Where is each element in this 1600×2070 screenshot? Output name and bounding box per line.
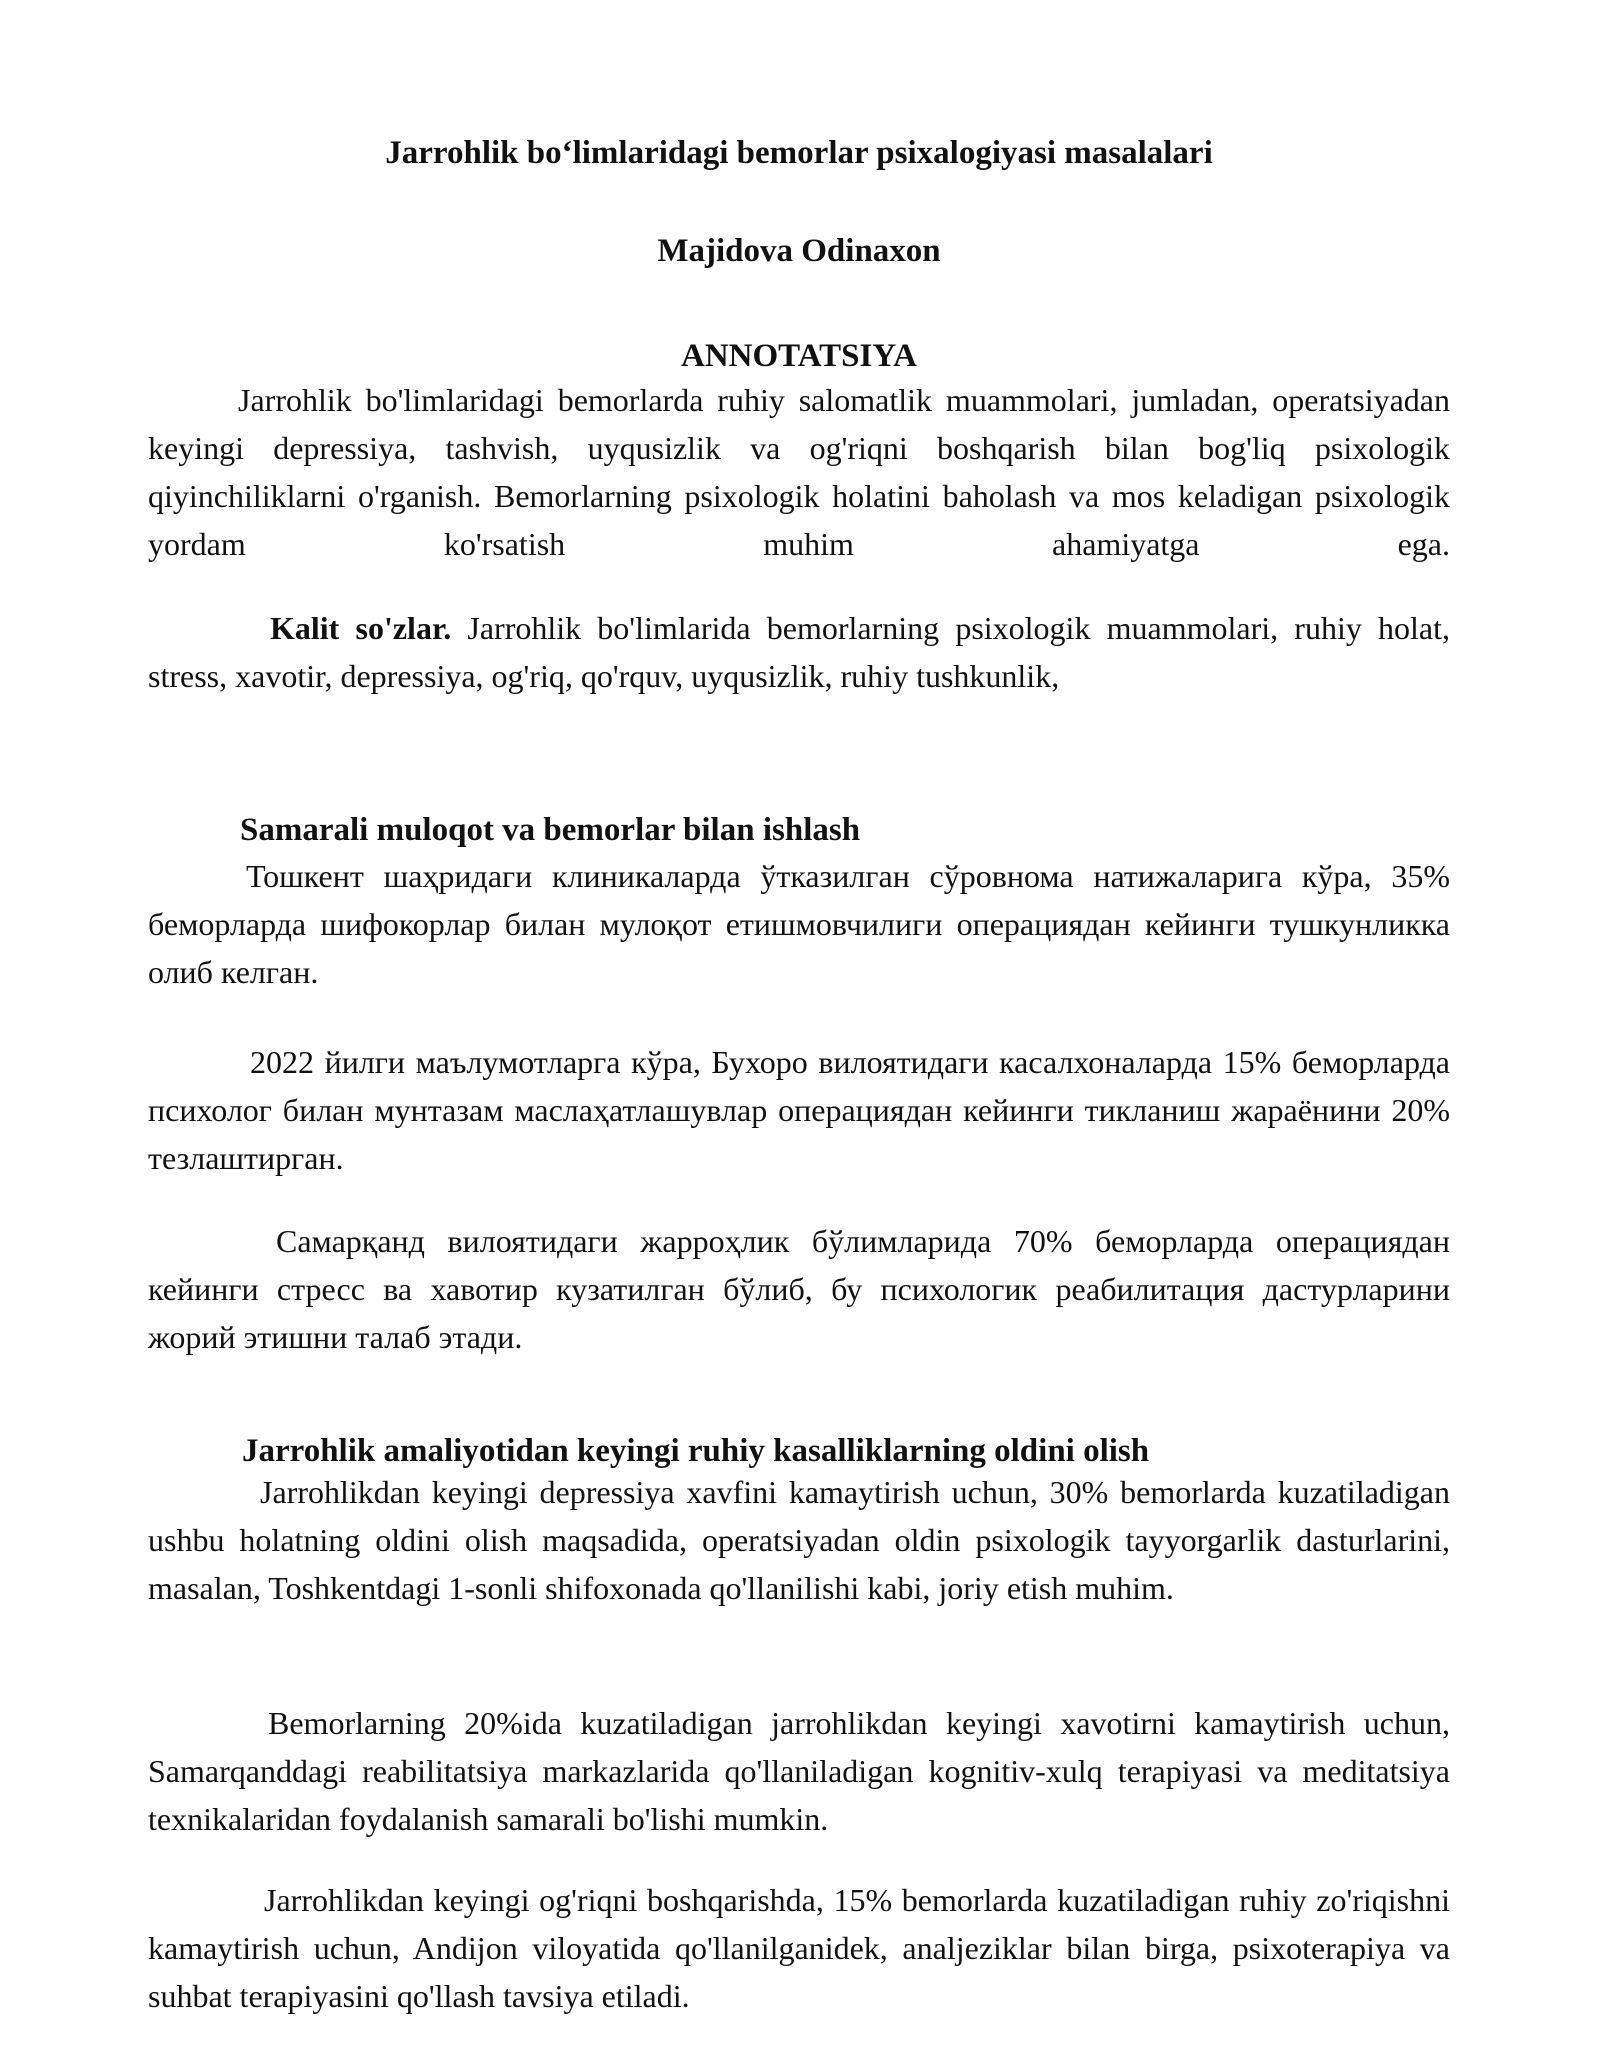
section2-paragraph-1: Jarrohlikdan keyingi depressiya xavfini kamaytirish uchun, 30% bemorlarda kuzatiladigan ushbu holatning oldini olish maqsadida, operatsiyadan oldin psixologik tayyorgarlik dasturlarini, masalan, Toshkentdagi 1-sonli shifoxonada qo'llanilishi kabi, joriy etish muhim. bbox=[148, 1474, 1450, 1606]
keywords-text: Jarrohlik bo'limlarida bemorlarning psixologik muammolari, ruhiy holat, stress, xavotir, depressiya, og'riq, qo'rquv, uyqusizlik, ruhiy tushkunlik, bbox=[148, 610, 1450, 694]
abstract-paragraph: Jarrohlik bo'limlaridagi bemorlarda ruhiy salomatlik muammolari, jumladan, operatsiyadan keyingi depressiya, tashvish, uyqusizlik va og'riqni boshqarish bilan bog'liq psixologik qiyinchiliklarni o'rganish. Bemorlarning psixologik holatini baholash va mos keladigan psixologik yordam ko'rsatish muhim ahamiyatga ega. bbox=[148, 382, 1450, 562]
section-heading-prevention: Jarrohlik amaliyotidan keyingi ruhiy kasalliklarning oldini olish bbox=[242, 1433, 1150, 1469]
keywords-paragraph bbox=[148, 604, 1450, 700]
section-heading-communication: Samarali muloqot va bemorlar bilan ishlash bbox=[240, 812, 861, 848]
section1-paragraph-3: Самарқанд вилоятидаги жарроҳлик бўлимларида 70% беморларда операциядан кейинги стресс ва хавотир кузатилган бўлиб, бу психологик реабилитация дастурларини жорий этишни талаб этади. bbox=[148, 1223, 1450, 1355]
section1-paragraph-1: Тошкент шаҳридаги клиникаларда ўтказилган сўровнома натижаларига кўра, 35% беморларда шифокорлар билан мулоқот етишмовчилиги операциядан кейинги тушкунликка олиб келган. bbox=[148, 858, 1450, 990]
section2-paragraph-3: Jarrohlikdan keyingi og'riqni boshqarishda, 15% bemorlarda kuzatiladigan ruhiy zo'riqishni kamaytirish uchun, Andijon viloyatida qo'llanilganidek, analjeziklar bilan birga, psixoterapiya va suhbat terapiyasini qo'llash tavsiya etiladi. bbox=[148, 1882, 1450, 2014]
section2-paragraph-2: Bemorlarning 20%ida kuzatiladigan jarrohlikdan keyingi xavotirni kamaytirish uchun, Samarqanddagi reabilitatsiya markazlarida qo'llaniladigan kognitiv-xulq terapiyasi va meditatsiya texnikalaridan foydalanish samarali bo'lishi mumkin. bbox=[148, 1705, 1450, 1837]
document-title: Jarrohlik boʻlimlaridagi bemorlar psixalogiyasi masalalari bbox=[385, 135, 1213, 171]
keywords-label: Kalit so'zlar. bbox=[270, 610, 452, 646]
section1-paragraph-2: 2022 йилги маълумотларга кўра, Бухоро вилоятидаги касалхоналарда 15% беморларда психолог билан мунтазам маслаҳатлашувлар операциядан кейинги тикланиш жараёнини 20% тезлаштирган. bbox=[148, 1044, 1450, 1176]
abstract-heading: ANNOTATSIYA bbox=[681, 338, 917, 374]
document-author: Majidova Odinaxon bbox=[657, 233, 941, 269]
